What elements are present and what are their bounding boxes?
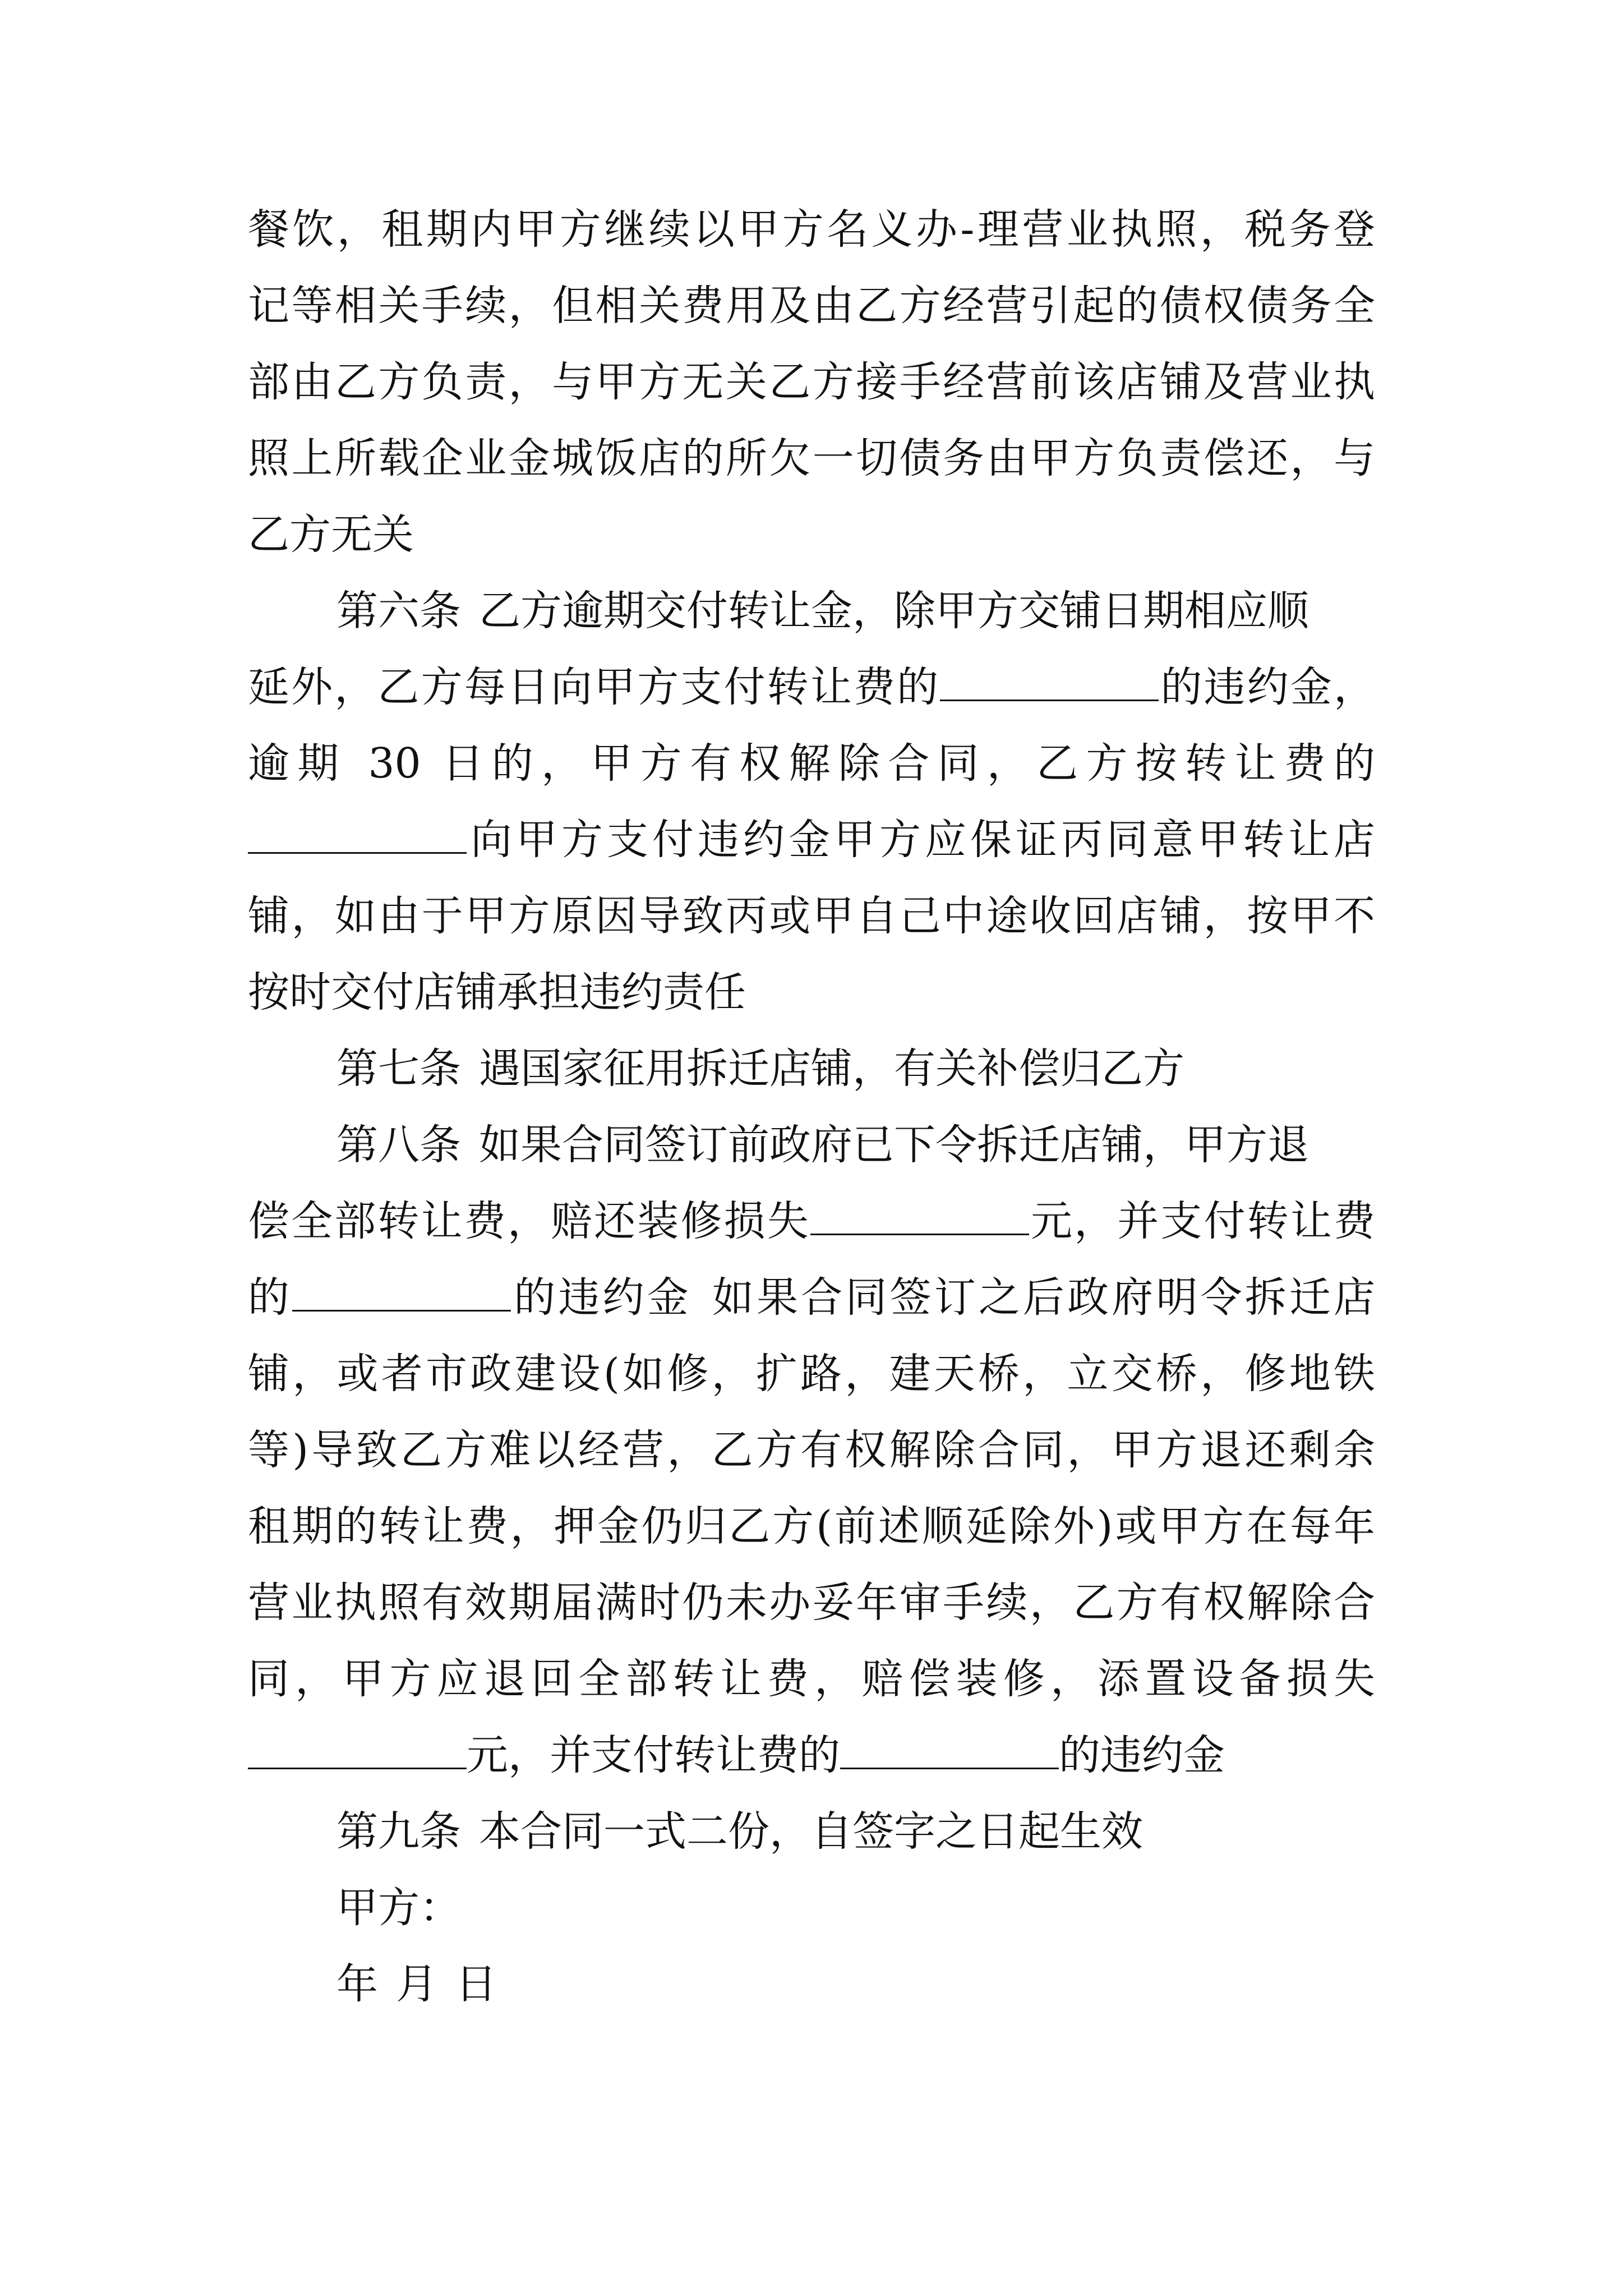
text-segment: 延外，乙方每日向甲方支付转让费的 [248,663,940,711]
text-segment: 偿全部转让费，赔还装修损失 [248,1197,810,1245]
text-segment: 部由乙方负责，与甲方无关乙方接手经营前该店铺及营业执 [248,358,1375,406]
article-label: 第七条 [336,1045,461,1093]
day-label: 日 [455,1960,497,2008]
text-segment: 的违约金 [511,1273,691,1322]
text-line [248,275,1375,337]
article-label: 第八条 [336,1121,461,1169]
fill-blank [248,814,467,854]
text-line [248,1496,1375,1557]
text-segment: 等)导致乙方难以经营，乙方有权解除合同，甲方退还剩余 [248,1426,1375,1474]
month-label: 月 [396,1960,437,2008]
text-segment: 向甲方支付违约金甲方应保证丙同意甲转让店 [467,816,1375,864]
text-line [248,733,1375,794]
text-segment: 餐饮，租期内甲方继续以甲方名义办-理营业执照，税务登 [248,205,1375,254]
text-segment: 铺，或者市政建设(如修，扩路，建天桥，立交桥，修地铁 [248,1350,1375,1398]
article-label: 第六条 [336,587,461,635]
text-segment: 元，并支付转让费 [1029,1197,1376,1245]
text-segment: 乙方无关 [248,510,414,559]
text-line [248,504,414,565]
text-line [248,351,1375,413]
text-segment: 的违约金 [1059,1731,1225,1779]
text-line [248,656,1375,718]
text-line [248,1343,1375,1405]
article-8-heading-line [336,1114,1309,1176]
article-label: 第九条 [336,1807,461,1856]
text-segment: 按时交付店铺承担违约责任 [248,968,746,1016]
text-segment: 元，并支付转让费的 [467,1731,840,1779]
text-line [248,427,1375,489]
party-a-signature-line [336,1877,461,1939]
text-line [248,1572,1375,1634]
fill-blank [840,1729,1059,1769]
text-line [248,1419,1375,1481]
text-segment: 本合同一式二份，自签字之日起生效 [479,1807,1143,1856]
party-a-label: 甲方： [336,1884,461,1932]
fill-blank [810,1195,1029,1235]
date-line [336,1953,497,2015]
text-segment: 同，甲方应退回全部转让费，赔偿装修，添置设备损失 [248,1655,1375,1703]
text-segment: 的违约金， [1159,663,1376,711]
text-segment: 如果合同签订之后政府明令拆迁店 [709,1273,1376,1322]
text-segment: 逾期 30 日的，甲方有权解除合同，乙方按转让费的 [248,739,1375,788]
text-segment: 铺，如由于甲方原因导致丙或甲自己中途收回店铺，按甲不 [248,892,1375,940]
text-segment: 的 [248,1273,293,1322]
text-segment: 营业执照有效期届满时仍未办妥年审手续，乙方有权解除合 [248,1579,1375,1627]
fill-blank [248,1729,467,1769]
text-segment: 如果合同签订前政府已下令拆迁店铺，甲方退 [479,1121,1309,1169]
text-line [248,1724,1225,1786]
text-segment: 乙方逾期交付转让金，除甲方交铺日期相应顺 [479,587,1309,635]
text-segment: 租期的转让费，押金仍归乙方(前述顺延除外)或甲方在每年 [248,1502,1375,1550]
text-line [248,809,1375,871]
text-line [248,1648,1375,1710]
text-line [248,1267,1375,1328]
text-line [248,961,746,1023]
text-segment: 记等相关手续，但相关费用及由乙方经营引起的债权债务全 [248,282,1375,330]
article-7-heading-line [336,1038,1184,1099]
text-line [248,885,1375,947]
year-label: 年 [336,1960,378,2008]
text-line [248,199,1375,260]
fill-blank [940,661,1159,701]
text-segment: 遇国家征用拆迁店铺，有关补偿归乙方 [479,1045,1184,1093]
text-segment: 照上所载企业金城饭店的所欠一切债务由甲方负责偿还，与 [248,434,1375,482]
article-6-heading-line [336,580,1309,642]
article-9-heading-line [336,1801,1143,1862]
text-line [248,1190,1375,1252]
fill-blank [292,1272,511,1312]
